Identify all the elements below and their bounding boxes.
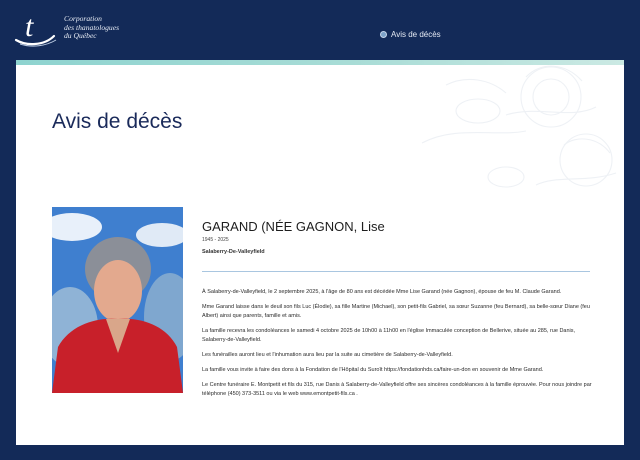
page-title: Avis de décès [52,110,183,133]
portrait-photo [52,207,183,393]
obituary-paragraph: À Salaberry-de-Valleyfield, le 2 septembre 2025, à l'âge de 80 ans est décédée Mme Lise Garand (née Gagnon), épouse de feu M. Claude Garand. [202,289,562,295]
svg-text:t: t [25,10,34,43]
obituary-text [202,288,598,405]
corporation-logo[interactable] [12,6,58,50]
site-header [0,0,640,60]
life-dates: 1945 - 2025 [202,237,229,243]
obituary-paragraph: La famille vous invite à faire des dons à la Fondation de l'Hôpital du Suroît https://fondationhds.ca/faire-un-don en souvenir de Mme Garand. [202,367,544,373]
nav-item-label: Avis de décès [391,30,441,39]
nav-item-avis-de-deces[interactable] [380,30,441,39]
obituary-paragraph: Les funérailles auront lieu et l'inhumation aura lieu par la suite au cimetière de Salaberry-de-Valleyfield. [202,352,453,358]
nav-bullet-icon [380,31,387,38]
city: Salaberry-De-Valleyfield [202,249,265,255]
obituary-paragraph: La famille recevra les condoléances le samedi 4 octobre 2025 de 10h00 à 11h00 en l'église Immaculée conception de Bellerive, située au 285, rue Danis, Salaberry-de-Valleyfield. [202,328,576,343]
organization-name-line-1: Corporation [64,14,102,23]
organization-name-line-3: du Québec [64,31,97,41]
organization-name [64,15,119,41]
floral-decoration-icon [386,65,624,225]
content-card [16,65,624,445]
obituary-paragraph: Mme Garand laisse dans le deuil son fils Luc (Élodie), sa fille Martine (Michael), son petit-fils Gabriel, sa sœur Suzanne (feu Bernard), sa belle-sœur Diane (feu Albert) ainsi que parents, famille et amis. [202,304,590,319]
obituary-paragraph: Le Centre funéraire E. Montpetit et fils du 315, rue Danis à Salaberry-de-Valleyfield offre ses sincères condoléances à la famille éprouvée. Pour nous joindre par téléphone (450) 373-3511 ou via le web www.emontpetit-fils.ca . [202,382,592,397]
divider [202,271,590,272]
organization-name-line-2: des thanatologues [64,22,120,32]
deceased-name: GARAND (NÉE GAGNON, Lise [202,219,385,234]
